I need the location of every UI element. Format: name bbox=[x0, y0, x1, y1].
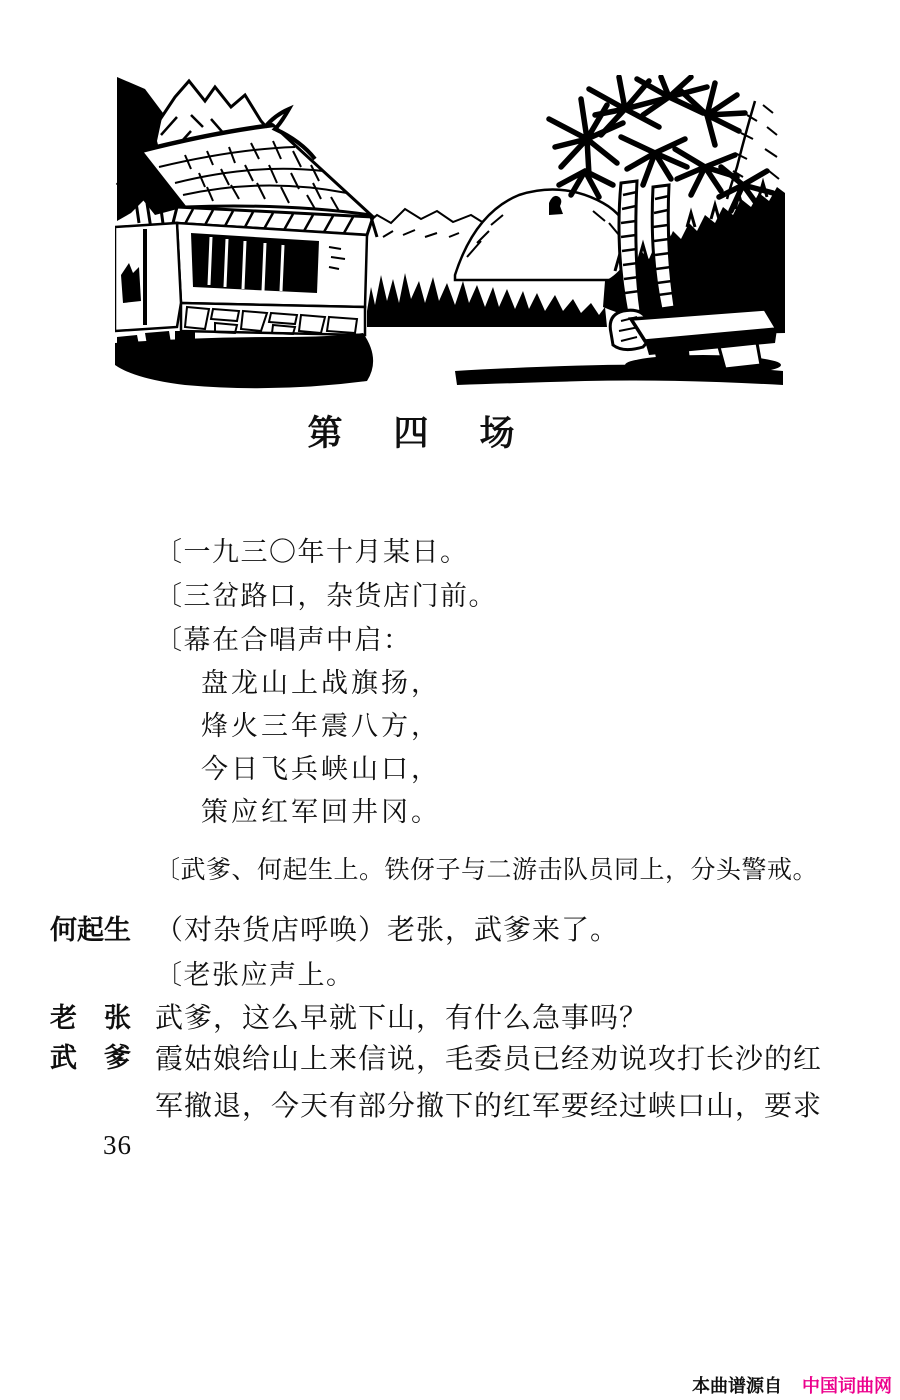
dialogue-row bbox=[50, 1036, 822, 1130]
opening-stage-directions bbox=[155, 530, 497, 662]
dialogue-text-line: 霞姑娘给山上来信说，毛委员已经劝说攻打长沙的红 bbox=[155, 1044, 823, 1075]
speaker-name: 武 爹 bbox=[50, 1043, 131, 1073]
dialogue-row bbox=[50, 996, 648, 1036]
dialogue-text bbox=[155, 1036, 822, 1130]
stage-direction-date: 〔一九三〇年十月某日。 bbox=[155, 537, 469, 567]
dialogue-row bbox=[50, 908, 619, 948]
chorus-line: 策应红军回井冈。 bbox=[201, 797, 441, 827]
source-label: 本曲谱源自 bbox=[692, 1376, 782, 1396]
stage-direction-place: 〔三岔路口，杂货店门前。 bbox=[155, 581, 497, 611]
stage-direction-entrance: 〔武爹、何起生上。铁伢子与二游击队员同上，分头警戒。 bbox=[155, 857, 819, 884]
chorus-lyrics bbox=[201, 662, 441, 834]
dialogue-text: 武爹，这么早就下山，有什么急事吗？ bbox=[155, 1003, 649, 1034]
stage-direction-inline: 〔老张应声上。 bbox=[155, 960, 355, 990]
page-number: 36 bbox=[103, 1130, 132, 1160]
source-footer bbox=[692, 1372, 892, 1398]
chorus-line: 今日飞兵峡山口， bbox=[201, 754, 441, 784]
speaker-name: 老 张 bbox=[50, 1003, 131, 1033]
dialogue-text-line: 军撤退，今天有部分撤下的红军要经过峡口山，要求 bbox=[155, 1091, 823, 1122]
stage-direction-curtain: 〔幕在合唱声中启： bbox=[155, 625, 412, 655]
source-site-name: 中国词曲网 bbox=[802, 1376, 892, 1396]
chorus-line: 烽火三年震八方， bbox=[201, 711, 441, 741]
speaker-name: 何起生 bbox=[50, 915, 131, 945]
scene-illustration bbox=[115, 75, 785, 395]
scene-title: 第 四 场 bbox=[307, 414, 523, 453]
chorus-line: 盘龙山上战旗扬， bbox=[201, 668, 441, 698]
dialogue-text: （对杂货店呼唤）老张，武爹来了。 bbox=[155, 915, 620, 946]
